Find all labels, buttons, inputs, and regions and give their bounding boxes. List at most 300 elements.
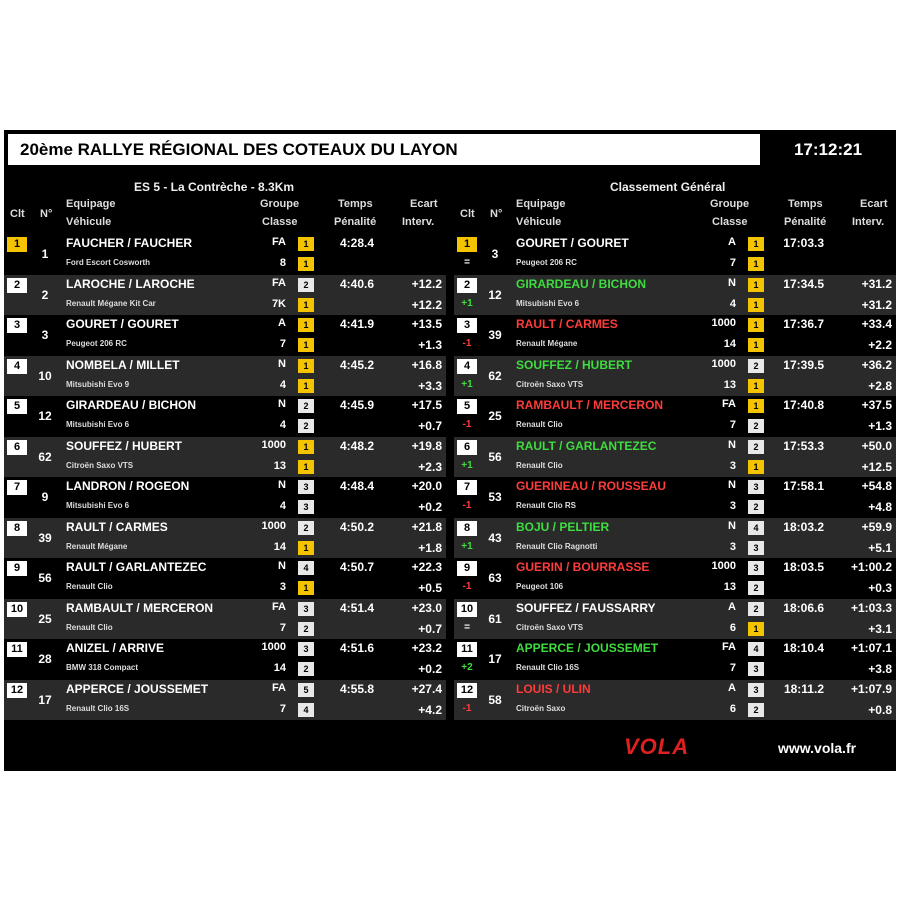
group: 1000 bbox=[711, 357, 736, 370]
car-number: 58 bbox=[488, 692, 502, 707]
car-model: Mitsubishi Evo 9 bbox=[66, 379, 130, 389]
table-row bbox=[454, 599, 896, 640]
class-rank-badge: 2 bbox=[748, 500, 764, 514]
position-change: = bbox=[464, 257, 470, 268]
class-rank-badge: 1 bbox=[748, 379, 764, 393]
gap-interval: +0.8 bbox=[868, 702, 892, 717]
position-change: +2 bbox=[461, 662, 473, 673]
rank: 8 bbox=[7, 521, 27, 536]
time: 4:48.2 bbox=[339, 438, 374, 453]
rank: 12 bbox=[457, 683, 477, 698]
class: 13 bbox=[273, 459, 286, 472]
table-row bbox=[454, 477, 896, 518]
gap-interval: +1.3 bbox=[418, 338, 442, 352]
car-number: 2 bbox=[41, 287, 49, 302]
crew-name: RAMBAULT / MERCERON bbox=[516, 398, 664, 412]
crew-name: GOURET / GOURET bbox=[516, 236, 629, 250]
position-change: -1 bbox=[462, 702, 472, 714]
time: 17:53.3 bbox=[783, 438, 824, 453]
group: N bbox=[278, 398, 286, 410]
crew-name: ANIZEL / ARRIVE bbox=[66, 641, 165, 655]
gap-interval: +0.2 bbox=[418, 500, 442, 514]
car-number: 25 bbox=[38, 611, 52, 626]
gap-interval: +3.3 bbox=[418, 378, 442, 393]
group-rank-badge: 1 bbox=[748, 399, 764, 413]
class: 4 bbox=[279, 419, 286, 431]
gap-interval: +2.2 bbox=[868, 338, 892, 352]
rank: 3 bbox=[7, 318, 27, 333]
rank: 6 bbox=[457, 440, 477, 455]
car-number: 39 bbox=[488, 328, 502, 342]
class-rank-badge: 1 bbox=[298, 338, 314, 352]
col-equipage: Equipage bbox=[66, 198, 116, 210]
class-rank-badge: 1 bbox=[298, 379, 314, 393]
crew-name: NOMBELA / MILLET bbox=[66, 357, 180, 372]
col-clt: Clt bbox=[10, 208, 25, 220]
car-model: Renault Clio 16S bbox=[516, 663, 580, 672]
table-row bbox=[4, 356, 446, 397]
time: 4:40.6 bbox=[339, 276, 374, 291]
group-rank-badge: 3 bbox=[748, 480, 764, 494]
gap-leader: +31.2 bbox=[861, 276, 892, 291]
results-board bbox=[4, 130, 896, 771]
position-change: -1 bbox=[462, 338, 472, 349]
time: 17:40.8 bbox=[783, 398, 824, 412]
clock: 17:12:21 bbox=[764, 134, 892, 165]
car-model: Renault Mégane bbox=[66, 541, 128, 551]
car-model: Peugeot 106 bbox=[516, 582, 564, 591]
car-number: 56 bbox=[488, 449, 502, 464]
gap-interval: +0.7 bbox=[418, 419, 442, 433]
group-rank-badge: 1 bbox=[748, 278, 764, 292]
rank: 5 bbox=[7, 399, 27, 414]
group-rank-badge: 3 bbox=[748, 683, 764, 697]
crew-name: LOUIS / ULIN bbox=[516, 681, 591, 696]
group-rank-badge: 1 bbox=[298, 359, 314, 373]
rank: 4 bbox=[7, 359, 27, 374]
crew-name: GIRARDEAU / BICHON bbox=[66, 398, 197, 412]
table-row bbox=[4, 315, 446, 356]
position-change: -1 bbox=[462, 500, 472, 511]
group: 1000 bbox=[261, 641, 286, 653]
time: 4:50.2 bbox=[339, 519, 374, 534]
group: A bbox=[728, 236, 736, 248]
vola-logo: VOLA bbox=[624, 734, 690, 759]
group-rank-badge: 1 bbox=[748, 318, 764, 332]
car-model: Renault Clio 16S bbox=[66, 703, 130, 713]
car-model: Citroën Saxo bbox=[516, 703, 566, 713]
gap-interval: +31.2 bbox=[861, 297, 892, 312]
table-row bbox=[454, 396, 896, 437]
stage-results-rows bbox=[4, 234, 446, 720]
class: 14 bbox=[273, 662, 286, 674]
class: 6 bbox=[729, 702, 736, 715]
class-rank-badge: 1 bbox=[298, 541, 314, 555]
car-number: 39 bbox=[38, 530, 52, 545]
car-model: Mitsubishi Evo 6 bbox=[66, 501, 130, 510]
group-rank-badge: 1 bbox=[298, 237, 314, 251]
class-rank-badge: 1 bbox=[748, 460, 764, 474]
group: 1000 bbox=[261, 438, 286, 451]
car-model: Renault Mégane bbox=[516, 339, 578, 348]
rank: 8 bbox=[457, 521, 477, 536]
group-rank-badge: 2 bbox=[298, 521, 314, 535]
car-model: Renault Clio RS bbox=[516, 501, 577, 510]
footer bbox=[4, 726, 896, 771]
car-model: Renault Mégane Kit Car bbox=[66, 298, 156, 308]
table-row bbox=[4, 477, 446, 518]
col-equipage: Equipage bbox=[516, 198, 566, 210]
group: A bbox=[728, 600, 736, 613]
gap-leader: +27.4 bbox=[411, 681, 442, 696]
col-interv: Interv. bbox=[852, 216, 885, 228]
crew-name: SOUFFEZ / HUBERT bbox=[516, 357, 632, 372]
position-change: -1 bbox=[462, 419, 472, 430]
rank: 10 bbox=[457, 602, 477, 617]
class: 13 bbox=[723, 378, 736, 391]
car-model: Renault Clio bbox=[66, 582, 113, 591]
class: 4 bbox=[729, 297, 736, 310]
car-model: Peugeot 206 RC bbox=[516, 258, 577, 267]
crew-name: RAMBAULT / MERCERON bbox=[66, 600, 214, 615]
group: FA bbox=[271, 236, 286, 248]
group: 1000 bbox=[711, 560, 736, 572]
car-number: 12 bbox=[488, 287, 502, 302]
car-model: Citroën Saxo VTS bbox=[66, 460, 134, 470]
crew-name: GUERIN / BOURRASSE bbox=[516, 560, 650, 574]
car-number: 53 bbox=[488, 490, 502, 504]
position-change: +1 bbox=[461, 378, 473, 390]
time: 4:41.9 bbox=[339, 317, 374, 331]
group: A bbox=[278, 317, 286, 329]
group: N bbox=[278, 479, 286, 491]
gap-leader: +21.8 bbox=[411, 519, 442, 534]
class-rank-badge: 1 bbox=[298, 460, 314, 474]
car-model: BMW 318 Compact bbox=[66, 663, 139, 672]
gap-interval: +1.8 bbox=[418, 540, 442, 555]
crew-name: BOJU / PELTIER bbox=[516, 519, 610, 534]
rank: 4 bbox=[457, 359, 477, 374]
gap-leader: +20.0 bbox=[411, 479, 442, 493]
class-rank-badge: 2 bbox=[298, 622, 314, 636]
class-rank-badge: 2 bbox=[298, 662, 314, 676]
class: 4 bbox=[279, 500, 286, 512]
crew-name: RAULT / CARMES bbox=[66, 519, 168, 534]
class-rank-badge: 3 bbox=[748, 662, 764, 676]
car-number: 17 bbox=[38, 692, 52, 707]
position-change: -1 bbox=[462, 581, 472, 592]
class: 3 bbox=[279, 581, 286, 593]
group-rank-badge: 1 bbox=[298, 318, 314, 332]
rank: 2 bbox=[7, 278, 27, 293]
crew-name: SOUFFEZ / FAUSSARRY bbox=[516, 600, 656, 615]
time: 4:45.2 bbox=[339, 357, 374, 372]
crew-name: RAULT / CARMES bbox=[516, 317, 618, 331]
group-rank-badge: 3 bbox=[748, 561, 764, 575]
col-penalite: Pénalité bbox=[334, 216, 377, 228]
class: 3 bbox=[729, 459, 736, 472]
group-rank-badge: 4 bbox=[748, 642, 764, 656]
class-rank-badge: 1 bbox=[298, 257, 314, 271]
gap-leader: +12.2 bbox=[411, 276, 442, 291]
gap-leader: +19.8 bbox=[411, 438, 442, 453]
class-rank-badge: 3 bbox=[748, 541, 764, 555]
car-number: 17 bbox=[488, 652, 502, 666]
gap-interval: +3.1 bbox=[868, 621, 892, 636]
table-row bbox=[4, 639, 446, 680]
group: N bbox=[728, 479, 736, 491]
time: 4:28.4 bbox=[339, 236, 374, 250]
crew-name: GIRARDEAU / BICHON bbox=[516, 276, 647, 291]
class: 14 bbox=[723, 338, 736, 350]
position-change: +1 bbox=[461, 297, 473, 309]
crew-name: RAULT / GARLANTEZEC bbox=[516, 438, 657, 453]
class: 7K bbox=[271, 297, 286, 310]
table-row bbox=[454, 356, 896, 397]
class-rank-badge: 3 bbox=[298, 500, 314, 514]
general-classification-panel bbox=[454, 172, 896, 720]
class: 7 bbox=[729, 419, 736, 431]
car-number: 1 bbox=[41, 247, 49, 261]
rank: 11 bbox=[7, 642, 27, 657]
gap-leader: +37.5 bbox=[861, 398, 892, 412]
rank: 5 bbox=[457, 399, 477, 414]
col-num: N° bbox=[490, 208, 503, 220]
table-row bbox=[4, 518, 446, 559]
class: 8 bbox=[279, 257, 286, 269]
col-ecart: Ecart bbox=[860, 198, 888, 210]
stage-title: ES 5 - La Contrèche - 8.3Km bbox=[134, 180, 295, 194]
stage-results-header bbox=[4, 172, 446, 234]
col-temps: Temps bbox=[338, 198, 373, 210]
table-row bbox=[454, 275, 896, 316]
class: 4 bbox=[279, 378, 286, 391]
col-num: N° bbox=[40, 208, 53, 220]
position-change: +1 bbox=[461, 459, 473, 471]
car-number: 3 bbox=[41, 328, 49, 342]
group-rank-badge: 2 bbox=[298, 278, 314, 292]
crew-name: SOUFFEZ / HUBERT bbox=[66, 438, 182, 453]
table-row bbox=[4, 234, 446, 275]
class-rank-badge: 1 bbox=[748, 298, 764, 312]
car-number: 63 bbox=[488, 571, 502, 585]
table-row bbox=[4, 599, 446, 640]
crew-name: FAUCHER / FAUCHER bbox=[66, 236, 193, 250]
table-row bbox=[454, 315, 896, 356]
gap-interval: +0.2 bbox=[418, 662, 442, 676]
group: FA bbox=[271, 600, 286, 613]
group-rank-badge: 3 bbox=[298, 602, 314, 616]
col-clt: Clt bbox=[460, 208, 475, 220]
time: 18:03.5 bbox=[783, 560, 824, 574]
rank: 3 bbox=[457, 318, 477, 333]
gap-leader: +36.2 bbox=[861, 357, 892, 372]
table-row bbox=[454, 680, 896, 721]
car-number: 43 bbox=[488, 530, 502, 545]
car-model: Renault Clio bbox=[66, 622, 113, 632]
car-model: Citroën Saxo VTS bbox=[516, 379, 584, 389]
group-rank-badge: 2 bbox=[748, 440, 764, 454]
col-ecart: Ecart bbox=[410, 198, 438, 210]
time: 17:34.5 bbox=[783, 276, 824, 291]
col-classe: Classe bbox=[712, 216, 748, 228]
gap-leader: +1:00.2 bbox=[850, 560, 892, 574]
gap-leader: +22.3 bbox=[411, 560, 442, 574]
car-model: Renault Clio bbox=[516, 460, 563, 470]
rank: 6 bbox=[7, 440, 27, 455]
class-rank-badge: 1 bbox=[748, 338, 764, 352]
gap-interval: +12.5 bbox=[861, 459, 892, 474]
group: N bbox=[278, 560, 286, 572]
time: 18:11.2 bbox=[783, 681, 824, 696]
gap-leader: +1:07.9 bbox=[850, 681, 892, 696]
gap-interval: +12.2 bbox=[411, 297, 442, 312]
time: 4:50.7 bbox=[339, 560, 374, 574]
gap-interval: +2.8 bbox=[868, 378, 892, 393]
website-link[interactable]: www.vola.fr bbox=[778, 740, 857, 756]
rank: 1 bbox=[457, 237, 477, 252]
class: 3 bbox=[729, 500, 736, 512]
rank: 7 bbox=[457, 480, 477, 495]
gap-interval: +2.3 bbox=[418, 459, 442, 474]
rank: 10 bbox=[7, 602, 27, 617]
class: 7 bbox=[279, 338, 286, 350]
car-model: Mitsubishi Evo 6 bbox=[516, 298, 580, 308]
car-number: 12 bbox=[38, 409, 52, 423]
crew-name: RAULT / GARLANTEZEC bbox=[66, 560, 207, 574]
gap-leader: +23.0 bbox=[411, 600, 442, 615]
gap-leader: +1:07.1 bbox=[850, 641, 892, 655]
group: N bbox=[728, 438, 736, 451]
col-groupe: Groupe bbox=[260, 198, 300, 210]
class-rank-badge: 1 bbox=[748, 622, 764, 636]
crew-name: GOURET / GOURET bbox=[66, 317, 179, 331]
group: N bbox=[728, 276, 736, 289]
group-rank-badge: 2 bbox=[298, 399, 314, 413]
gap-leader: +59.9 bbox=[861, 519, 892, 534]
group-rank-badge: 2 bbox=[748, 602, 764, 616]
class: 6 bbox=[729, 621, 736, 634]
rank: 2 bbox=[457, 278, 477, 293]
group-rank-badge: 1 bbox=[748, 237, 764, 251]
table-row bbox=[454, 518, 896, 559]
group: 1000 bbox=[711, 317, 736, 329]
table-row bbox=[454, 437, 896, 478]
group-rank-badge: 4 bbox=[748, 521, 764, 535]
group: FA bbox=[721, 641, 736, 653]
time: 4:55.8 bbox=[339, 681, 374, 696]
gap-interval: +5.1 bbox=[868, 540, 892, 555]
gap-interval: +4.2 bbox=[418, 702, 442, 717]
time: 4:51.6 bbox=[339, 641, 374, 655]
car-number: 61 bbox=[488, 611, 502, 626]
col-penalite: Pénalité bbox=[784, 216, 827, 228]
gap-leader: +33.4 bbox=[861, 317, 892, 331]
table-row bbox=[4, 275, 446, 316]
gap-leader: +17.5 bbox=[411, 398, 442, 412]
rank: 7 bbox=[7, 480, 27, 495]
rank: 1 bbox=[7, 237, 27, 252]
rank: 11 bbox=[457, 642, 477, 657]
time: 17:39.5 bbox=[783, 357, 824, 372]
gap-interval: +4.8 bbox=[868, 500, 892, 514]
col-interv: Interv. bbox=[402, 216, 435, 228]
car-model: Citroën Saxo VTS bbox=[516, 622, 584, 632]
table-row bbox=[4, 396, 446, 437]
gap-leader: +23.2 bbox=[411, 641, 442, 655]
general-classification-header bbox=[454, 172, 896, 234]
crew-name: APPERCE / JOUSSEMET bbox=[66, 681, 209, 696]
car-model: Mitsubishi Evo 6 bbox=[66, 420, 130, 429]
time: 18:10.4 bbox=[783, 641, 824, 655]
table-row bbox=[454, 639, 896, 680]
group: N bbox=[728, 519, 736, 532]
time: 4:48.4 bbox=[339, 479, 374, 493]
gap-leader: +13.5 bbox=[411, 317, 442, 331]
group-rank-badge: 3 bbox=[298, 480, 314, 494]
crew-name: APPERCE / JOUSSEMET bbox=[516, 641, 659, 655]
gap-leader: +54.8 bbox=[861, 479, 892, 493]
crew-name: LANDRON / ROGEON bbox=[66, 479, 190, 493]
time: 17:03.3 bbox=[783, 236, 824, 250]
gap-leader: +50.0 bbox=[861, 438, 892, 453]
crew-name: GUERINEAU / ROUSSEAU bbox=[516, 479, 667, 493]
gap-leader: +1:03.3 bbox=[850, 600, 892, 615]
car-model: Renault Clio Ragnotti bbox=[516, 541, 598, 551]
stage-results-panel bbox=[4, 172, 446, 720]
time: 17:58.1 bbox=[783, 479, 824, 493]
gap-interval: +3.8 bbox=[868, 662, 892, 676]
group: A bbox=[728, 681, 736, 694]
table-row bbox=[4, 437, 446, 478]
gap-interval: +0.3 bbox=[868, 581, 892, 595]
gap-interval: +0.7 bbox=[418, 621, 442, 636]
table-row bbox=[4, 680, 446, 721]
col-vehicule: Véhicule bbox=[66, 216, 112, 228]
group-rank-badge: 3 bbox=[298, 642, 314, 656]
gap-interval: +1.3 bbox=[868, 419, 892, 433]
general-title: Classement Général bbox=[610, 180, 726, 194]
class: 13 bbox=[723, 581, 736, 593]
col-classe: Classe bbox=[262, 216, 298, 228]
table-row bbox=[454, 558, 896, 599]
group: N bbox=[278, 357, 286, 370]
class: 3 bbox=[729, 540, 736, 553]
car-number: 25 bbox=[488, 409, 502, 423]
car-number: 62 bbox=[38, 449, 52, 464]
class-rank-badge: 2 bbox=[748, 419, 764, 433]
car-model: Renault Clio bbox=[516, 420, 563, 429]
class: 7 bbox=[279, 621, 286, 634]
group: 1000 bbox=[261, 519, 286, 532]
group-rank-badge: 5 bbox=[298, 683, 314, 697]
gap-leader: +16.8 bbox=[411, 357, 442, 372]
class: 7 bbox=[729, 257, 736, 269]
class-rank-badge: 2 bbox=[748, 581, 764, 595]
car-number: 3 bbox=[491, 247, 499, 261]
rank: 12 bbox=[7, 683, 27, 698]
rank: 9 bbox=[7, 561, 27, 576]
car-number: 9 bbox=[41, 490, 49, 504]
rally-title: 20ème RALLYE RÉGIONAL DES COTEAUX DU LAYON bbox=[8, 134, 760, 165]
class-rank-badge: 4 bbox=[298, 703, 314, 717]
time: 4:45.9 bbox=[339, 398, 374, 412]
position-change: = bbox=[464, 621, 470, 633]
time: 18:06.6 bbox=[783, 600, 824, 615]
general-classification-rows bbox=[454, 234, 896, 720]
class-rank-badge: 2 bbox=[748, 703, 764, 717]
time: 4:51.4 bbox=[339, 600, 374, 615]
